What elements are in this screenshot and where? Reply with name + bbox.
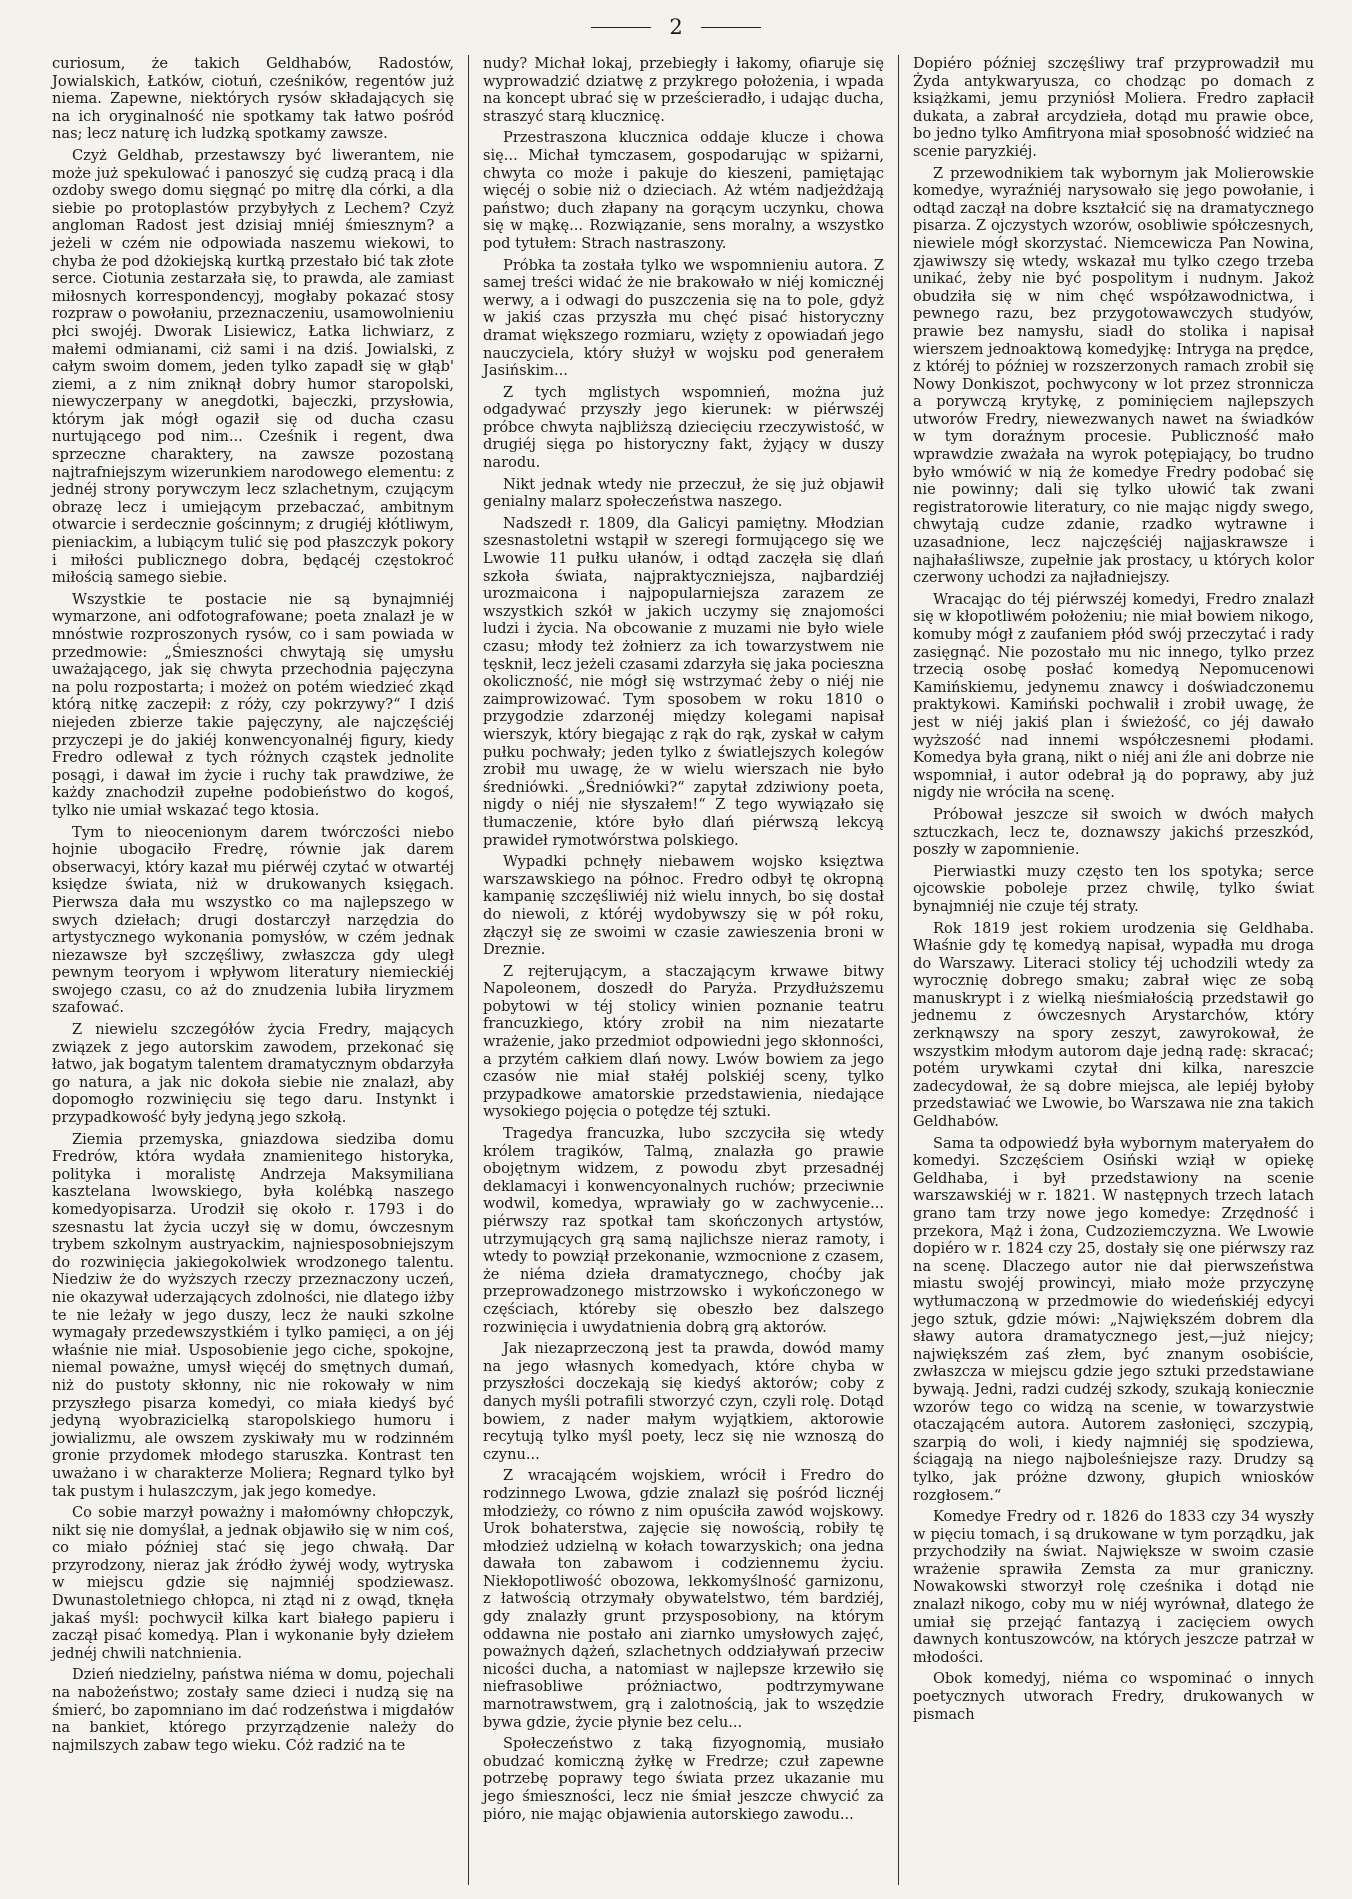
paragraph: nudy? Michał lokaj, przebiegły i łakomy, ofiaruje się wyprowadzić dziatwę z przykrego położenia, i wpada na koncept ubrać się w prześcieradło, i udając ducha, straszyć starą klucznicę. <box>483 55 884 125</box>
paragraph: Z rejterującym, a staczającym krwawe bitwy Napoleonem, doszedł do Paryża. Przydłuższemu pobytowi w téj stolicy winien poznanie teatru francuzkiego, który zrobił na nim niezatarte wrażenie, jako przedmiot odpowiedni jego skłonności, a przytém całkiem dlań nowy. Lwów bowiem za jego czasów nie miał stałéj polskiéj sceny, tylko przypadkowe amatorskie przedstawienia, niedające wysokiego pojęcia o potędze téj sztuki. <box>483 962 884 1121</box>
paragraph: Komedye Fredry od r. 1826 do 1833 czy 34 wyszły w pięciu tomach, i są drukowane w tym porządku, jak przychodziły na świat. Największe w swoim czasie wrażenie sprawiła Zemsta za mur graniczny. Nowakowski stworzył rolę cześnika i dotąd nie znalazł nikogo, coby mu w niéj wyrównał, dlatego że umiał się przejąć fantazyą i zacięciem owych dawnych kontuszowców, na których jeszcze patrzał w młodości. <box>913 1508 1314 1666</box>
column-3 <box>898 55 1328 1885</box>
paragraph: Z przewodnikiem tak wybornym jak Molierowskie komedye, wyraźniéj narysowało się jego powołanie, i odtąd zaczął na dobre kształcić się na dramatycznego pisarza. Z ojczystych wzorów, osobliwie spółczesnych, niewiele mógł skorzystać. Niemcewicza Pan Nowina, zjawiwszy się wtedy, wskazał mu tylko czego trzeba unikać, żeby nie być pospolitym i nudnym. Jakoż obudziła się w nim chęć współzawodnictwa, i pewnego razu, bez przygotowawczych studyów, prawie bez namysłu, siadł do stolika i napisał wierszem jednoaktową komedyjkę: Intryga na prędce, z któréj to później w rozszerzonych ramach zrobił się Nowy Donkiszot, pochwycony w lot przez stronnicza a porywczą krytykę, z pominięciem najlepszych utworów Fredry, niewezwanych nawet na świadków w tym doraźnym procesie. Publiczność mało wprawdzie zważała na wyrok potępiający, bo trudno było wmówić w nią że komedye Fredry podobać się nie powinny; dali się tylko ułowić tak zwani registratorowie literatury, co nie mając nigdy swego, chwytają cudze zdanie, rzadko wytrawne i uzasadnione, lecz najczęściéj najjaskrawsze i najhałaśliwsze, zupełnie jak prostacy, u których kolor czerwony uchodzi za najładniejszy. <box>913 164 1314 587</box>
paragraph: Tragedya francuzka, lubo szczyciła się wtedy królem tragików, Talmą, znalazła go prawie obojętnym widzem, z powodu zbyt przesadnéj deklamacyi i konwencyonalnych ruchów; przeciwnie wodwil, komedya, wprawiały go w zachwycenie... piérwszy raz spotkał tam skończonych artystów, utrzymujących grą samą najlichsze nieraz ramoty, i wtedy to powziął przekonanie, wzmocnione z czasem, że niéma dzieła dramatycznego, choćby jak przeprowadzonego mistrzowsko i wykończonego w częściach, któreby się obeszło bez dalszego rozwinięcia i uwydatnienia dobrą grą aktorów. <box>483 1125 884 1336</box>
paragraph: Nikt jednak wtedy nie przeczuł, że się już objawił genialny malarz społeczeństwa naszego. <box>483 475 884 511</box>
paragraph: Z tych mglistych wspomnień, można już odgadywać przyszły jego kierunek: w piérwszéj próbce chwyta najbliższą dziecięciu rzeczywistość, w drugiéj sięga po historyczny fakt, żyjący w duszy narodu. <box>483 383 884 472</box>
header-rule-left <box>591 27 651 28</box>
paragraph: Z wracającém wojskiem, wrócił i Fredro do rodzinnego Lwowa, gdzie znalazł się pośród licznéj młodzieży, co równo z nim opuściła zawód wojskowy. Urok bohaterstwa, zajęcie się nowością, robiły tę młodzież udzielną w kołach towarzyskich; ona jedna dawała ton zabawom i codziennemu życiu. Niekłopotliwość obozowa, lekkomyślność garnizonu, z łatwością otrzymały obywatelstwo, tém bardziéj, gdy znalazły grunt przysposobiony, na którym oddawna nie postało ani ziarnko umysłowych zajęć, poważnych dążeń, szlachetnych oddziaływań przeciw nicości ducha, a natomiast w najlepsze krzewiło się niefrasobliwe próżniactwo, podtrzymywane marnotrawstwem, grą i zalotnością, jak to wszędzie bywa gdzie, życie płynie bez celu... <box>483 1467 884 1731</box>
paragraph: Ziemia przemyska, gniazdowa siedziba domu Fredrów, która wydała znamienitego historyka, polityka i moralistę Andrzeja Maksymiliana kasztelana lwowskiego, była kolébką naszego komedyopisarza. Urodził się około r. 1793 i do szesnastu lat życia uczył się w domu, ówczesnym trybem szkolnym austryackim, najniesposobniejszym do rozwinięcia jakiegokolwiek wrodzonego talentu. Niedziw że do wyższych rzeczy przeznaczony uczeń, nie okazywał uderzających zdolności, nie dlatego iżby te nie leżały w jego duszy, lecz że nauki szkolne wymagały przedewszystkiém i tylko pamięci, a on jéj właśnie nie miał. Usposobienie jego ciche, spokojne, niemal poważne, umysł więcéj do smętnych dumań, niż do pustoty skłonny, nic nie rokowały w nim przyszłego pisarza komedyi, co miała kiedyś być jedyną wyobrazicielką staropolskiego humoru i jowializmu, ale owszem zyskiwały mu w rodzinném gronie przydomek młodego staruszka. Kontrast ten uważano i w charakterze Moliera; Regnard tylko był tak pustym i hulaszczym, jak jego komedye. <box>52 1130 454 1500</box>
paragraph: curiosum, że takich Geldhabów, Radostów, Jowialskich, Łatków, ciotuń, cześników, regentów już niema. Zapewne, niektórych rysów składających się na ich oryginalność nie spotkamy tak łatwo pośród nas; lecz naturę ich ludzką spotkamy zawsze. <box>52 55 454 143</box>
paragraph: Pierwiastki muzy często ten los spotyka; serce ojcowskie poboleje przez chwilę, tylko świat bynajmniéj nie czuje téj straty. <box>913 862 1314 915</box>
paragraph: Wracając do téj piérwszéj komedyi, Fredro znalazł się w kłopotliwém położeniu; nie miał bowiem nikogo, komuby mógł z zaufaniem płód swój przeczytać i rady zasięgnąć. Nie pozostało mu nic innego, tylko przez trzecią osobę posłać komedyą Nepomucenowi Kamińskiemu, jedynemu znawcy i doświadczonemu praktykowi. Kamiński pochwalił i zrobił uwagę, że jest w niéj jakiś plan i świeżość, co jéj dawało wyższość nad innemi współczesnemi płodami. Komedya była graną, nikt o niéj ani źle ani dobrze nie wspomniał, i autor odebrał ją do poprawy, aby już nigdy nie wróciła na scenę. <box>913 590 1314 802</box>
paragraph: Rok 1819 jest rokiem urodzenia się Geldhaba. Właśnie gdy tę komedyą napisał, wypadła mu droga do Warszawy. Literaci stolicy téj uchodzili wtedy za wyrocznię dobrego smaku; zabrał więc ze sobą manuskrypt i z wielką nieśmiałością przedstawił go jednemu z ówczesnych Arystarchów, który zerknąwszy na spory zeszyt, zawyrokował, że wszystkim młodym autorom daje jedną radę: skracać; potém urywkami czytał dni kilka, nareszcie zadecydował, że są dobre miejsca, ale lepiéj byłoby przedstawiać we Lwowie, bo Warszawa nie zna takich Geldhabów. <box>913 919 1314 1131</box>
column-2 <box>468 55 898 1885</box>
column-1 <box>38 55 468 1885</box>
paragraph: Dopiéro później szczęśliwy traf przyprowadził mu Żyda antykwaryusza, co chodząc po domach z książkami, jemu przyniósł Moliera. Fredro zapłacił dukata, a zabrał arcydzieła, dotąd mu prawie obce, bo jedno tylko Amfitryona miał sposobność widzieć na scenie paryzkiéj. <box>913 55 1314 160</box>
paragraph: Jak niezaprzeczoną jest ta prawda, dowód mamy na jego własnych komedyach, które chyba w przyszłości doczekają się kiedyś aktorów; coby z danych myśli potrafili stworzyć czyn, czyli rolę. Dotąd bowiem, z nader małym wyjątkiem, aktorowie recytują tylko myśl poety, lecz się nie wznoszą do czynu... <box>483 1340 884 1463</box>
paragraph: Czyż Geldhab, przestawszy być liwerantem, nie może już spekulować i panoszyć się cudzą pracą i dla ozdoby swego domu sięgnąć po mitrę dla córki, a dla siebie po protoplastów przybyłych z Lechem? Czyż angloman Radost jest dzisiaj mniéj śmiesznym? a jeżeli w czém nie odpowiada naszemu wiekowi, to chyba że pod dżokiejską kurtką przestało bić tak złote serce. Ciotunia zestarzała się, to prawda, ale zamiast miłosnych korrespondencyj, mogłaby pokazać stosy rozpraw o powołaniu, przeznaczeniu, usamowolnieniu płci swojéj. Dworak Lisiewicz, Łatka lichwiarz, z małemi odmianami, ciż sami i na dziś. Jowialski, z całym swoim domem, jeden tylko zapadł się w głąb' ziemi, a z nim zniknął dobry humor staropolski, niewyczerpany w anegdotki, bajeczki, przysłowia, którym jak mógł ogaził się od ducha czasu nurtującego pod nim... Cześnik i regent, dwa sprzeczne charaktery, na zawsze pozostaną najtrafniejszym wizerunkiem narodowego elementu: z jednéj strony porywczym lecz szlachetnym, czującym obrazę lecz i umiejącym przebaczać, ambitnym otwarcie i serdecznie gościnnym; z drugiéj kłótliwym, pieniackim, a lubiącym tulić się pod płaszczyk pokory i miłości publicznego dobra, będącéj częstokroć miłością samego siebie. <box>52 146 454 587</box>
text-columns <box>38 55 1328 1885</box>
paragraph: Społeczeństwo z taką fizyognomią, musiało obudzać komiczną żyłkę w Fredrze; czuł zapewne potrzebę poprawy tego świata przez ukazanie mu jego śmieszności, lecz nie śmiał jeszcze chwycić za pióro, nie mając objawienia autorskiego zawodu... <box>483 1735 884 1823</box>
paragraph: Co sobie marzył poważny i małomówny chłopczyk, nikt się nie domyślał, a jednak objawiło się w nim coś, co miało później stać się jego chwałą. Dar przyrodzony, nieraz jak źródło żywéj wody, wytryska w miejscu gdzie się najmniéj spodziewasz. Dwunastoletniego chłopca, ni ztąd ni z owąd, tknęła jakaś myśl: pochwycił kilka kart białego papieru i zaczął pisać komedyą. Plan i wykonanie były dziełem jednéj chwili natchnienia. <box>52 1504 454 1662</box>
paragraph: Dzień niedzielny, państwa niéma w domu, pojechali na nabożeństwo; zostały same dzieci i nudzą się na śmierć, bo zapomniano im dać rodzeństwa i migdałów na bankiet, którego przyrządzenie należy do najmilszych zabaw tego wieku. Cóż radzić na te <box>52 1666 454 1754</box>
header-rule-right <box>701 27 761 28</box>
paragraph: Tym to nieocenionym darem twórczości niebo hojnie ubogaciło Fredrę, równie jak darem obserwacyi, który kazał mu piérwéj czytać w otwartéj księdze świata, niż w drukowanych księgach. Pierwsza dała mu wszystko co ma najlepszego w swych dziełach; drugi dostarczył narzędzia do artystycznego wykonania pomysłów, w czém jednak niezawsze był szczęśliwy, zwłaszcza gdy uległ pewnym teoryom i wpływom literatury niemieckiéj swojego czasu, co aż do znudzenia lubiła liryzmem szafować. <box>52 823 454 1017</box>
paragraph: Obok komedyj, niéma co wspominać o innych poetycznych utworach Fredry, drukowanych w pismach <box>913 1670 1314 1723</box>
paragraph: Wypadki pchnęły niebawem wojsko księztwa warszawskiego na północ. Fredro odbył tę okropną kampanię szczęśliwiéj niż wielu innych, bo się dostał do niewoli, z któréj wydobywszy się w pół roku, złączył się ze swoimi w czasie zawieszenia broni w Dreznie. <box>483 853 884 959</box>
paragraph: Nadszedł r. 1809, dla Galicyi pamiętny. Młodzian szesnastoletni wstąpił w szeregi formującego się we Lwowie 11 pułku ułanów, i odtąd zaczęła się dlań szkoła świata, najpraktyczniejsza, najbardziéj urozmaicona i najpopularniejsza zarazem ze wszystkich szkół w jakich uczymy się znajomości ludzi i życia. Na obcowanie z muzami nie było wiele czasu; młody też żołnierz za ich towarzystwem nie tęsknił, lecz jeżeli czasami zdarzyła się jaka pocieszna okoliczność, nie mógł się wstrzymać żeby o niéj nie zaimprowizować. Tym sposobem w roku 1810 o przygodzie zdarzonéj między kolegami napisał wierszyk, który biegając z rąk do rąk, zyskał w całym pułku pochwały; jeden tylko z światlejszych kolegów zrobił mu uwagę, że w wielu wierszach nie było średniówki. „Średniówki?“ zapytał zdziwiony poeta, nigdy o niéj nie słyszałem!“ Z tego wywiązało się tłumaczenie, które było dlań piérwszą lekcyą prawideł rymotwórstwa polskiego. <box>483 514 884 849</box>
paragraph: Próbował jeszcze sił swoich w dwóch małych sztuczkach, lecz te, doznawszy jakichś przeszkód, poszły w zapomnienie. <box>913 805 1314 859</box>
paragraph: Przestraszona klucznica oddaje klucze i chowa się... Michał tymczasem, gospodarując w spiżarni, chwyta co może i pakuje do kieszeni, pamiętając więcéj o sobie niż o dzieciach. Aż wtém nadjeżdżają państwo; duch złapany na gorącym uczynku, chowa się w mąkę... Rozwiązanie, sens moralny, a wszystko pod tytułem: Strach nastraszony. <box>483 129 884 252</box>
page-header <box>0 12 1352 42</box>
paragraph: Próbka ta została tylko we wspomnieniu autora. Z samej treści widać że nie brakowało w niéj komicznéj werwy, a i odwagi do puszczenia się na to pole, gdyż w jakiś czas przyszła mu chęć pisać historyczny dramat większego rozmiaru, wzięty z opowiadań jego nauczyciela, który służył w wojsku pod generałem Jasińskim... <box>483 256 884 380</box>
paragraph: Z niewielu szczegółów życia Fredry, mających związek z jego autorskim zawodem, przekonać się łatwo, jak bogatym talentem dramatycznym obdarzyła go natura, a jak nic dokoła siebie nie znalazł, aby dopomogło rozwinięciu się tego daru. Instynkt i przypadkowość były jedyną jego szkołą. <box>52 1021 454 1127</box>
paragraph: Sama ta odpowiedź była wybornym materyałem do komedyi. Szczęściem Osiński wziął w opiekę Geldhaba, i był przedstawiony na scenie warszawskiéj w r. 1821. W następnych trzech latach grano tam trzy nowe jego komedye: Zrzędność i przekora, Mąż i żona, Cudzoziemczyzna. We Lwowie dopiéro w r. 1824 czy 25, dostały się one piérwszy raz na scenę. Dlaczego autor nie dał pierwszeństwa miastu swojéj prowincyi, miało może przyczynę wytłumaczoną w przedmowie do wiedeńskiéj edycyi jego sztuk, gdzie mówi: „Największém dobrem dla sławy autora dramatycznego jest,—już niejcy; największém zaś złem, być znanym osobiście, zwłaszcza w miejscu gdzie jego sztuki przedstawiane bywają. Jedni, radzi cudzéj szkody, szukają koniecznie wzorów tego co widzą na scenie, w towarzystwie otaczającém autora. Autorem zasłonięci, szczypią, szarpią do woli, i kiedy najmniéj się spodziewa, ściągają na niego najboleśniejsze razy. Drudzy są tylko, jak próżne dzwony, głupich wniosków rozgłosem.“ <box>913 1134 1314 1504</box>
paragraph: Wszystkie te postacie nie są bynajmniéj wymarzone, ani odfotografowane; poeta znalazł je w mnóstwie rozproszonych rysów, co i sam powiada w przedmowie: „Śmieszności chwytają się umysłu uważającego, jak się chwyta przechodnia pajęczyna na polu rozpostarta; i możeż on potém wiedzieć zkąd którą nitkę zaczepił: z róży, czy pokrzywy?“ I dziś niejeden zbierze takie pajęczyny, ale najczęściéj przyczepi je do jakiéj konwencyonalnéj figury, kiedy Fredro odlewał z tych różnych cząstek jednolite posągi, i dawał im życie i ruchy tak prawdziwe, że każdy znachodził zupełne podobieństwo do kogoś, tylko nie umiał wskazać tego ktosia. <box>52 590 454 819</box>
page-number: 2 <box>669 15 683 39</box>
